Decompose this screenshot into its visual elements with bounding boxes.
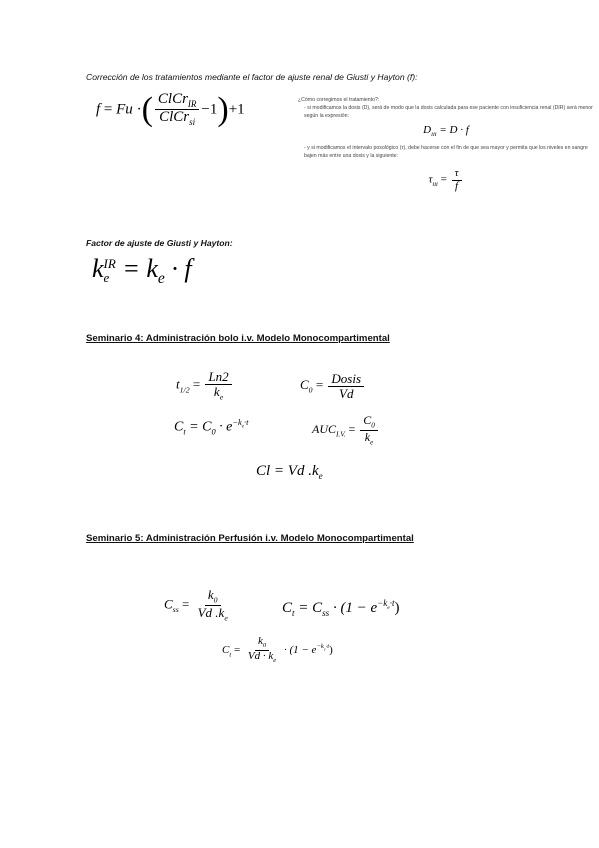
half-life-formula: $t_{1/2}$ = $\frac{Ln2}{k_e}$ — [176, 370, 234, 401]
auc-formula: $AUC_{I.V.}$ = $\frac{C_0}{k_e}$ — [312, 414, 380, 447]
renal-correction-title: Corrección de los tratamientos mediante el factor de ajuste renal de Giusti y Hayton (f): — [86, 72, 418, 82]
clearance-formula: Cl = Vd $.k_e$ — [256, 463, 323, 481]
giusti-factor-heading: Factor de ajuste de Giusti y Hayton: — [86, 238, 233, 248]
concentration-time-formula: $C_t = C_0 \cdot e^{-k_e\cdot t}$ — [174, 418, 249, 437]
steady-state-concentration-formula: $C_{ss}$ = $\frac{k_0}{Vd .k_e}$ — [164, 587, 228, 623]
infusion-concentration-expanded-formula: $C_t$ = $\frac{k_0}{Vd \cdot k_e}$ · $(1 - e^{-k_e\cdot t})$ — [222, 635, 333, 665]
interval-correction-formula: $\tau_{iii}$ = $\frac{\tau}{f}$ — [298, 168, 594, 192]
note-question: ¿Cómo corregimos el tratamiento?: — [298, 97, 380, 103]
initial-concentration-formula: $C_0$ = $\frac{\text{Dosis}}{Vd}$ — [300, 372, 366, 400]
note-interval-paragraph: - y si modificamos el intervalo posológico (τ), debe hacerse con el fin de que sea mayor y permita que los niveles en sangre bajen más entre una dosis y la siguiente: — [304, 145, 588, 160]
note-dose-paragraph: - si modificamos la dosis (D), será de modo que la dosis calculada para ese paciente con insuficiencia renal (DIR) será menor según la expresión: — [304, 105, 593, 119]
treatment-correction-note — [298, 96, 594, 192]
giusti-hayton-formula: f = Fu ·( $\frac{ClCr_{IR}}{ClCr_{si}}$ −1)+1 — [96, 90, 245, 128]
dose-correction-formula: $D_{iii} = D \cdot f$ — [423, 124, 469, 139]
seminar-4-heading: Seminario 4: Administración bolo i.v. Modelo Monocompartimental — [86, 333, 390, 344]
infusion-concentration-time-formula: $C_t = C_{ss} \cdot (1 - e^{-k_e\cdot t})$ — [282, 598, 400, 618]
giusti-factor-formula: k IR e = $k_e \cdot f$ — [92, 254, 192, 288]
seminar-5-heading: Seminario 5: Administración Perfusión i.v. Modelo Monocompartimental — [86, 533, 414, 544]
